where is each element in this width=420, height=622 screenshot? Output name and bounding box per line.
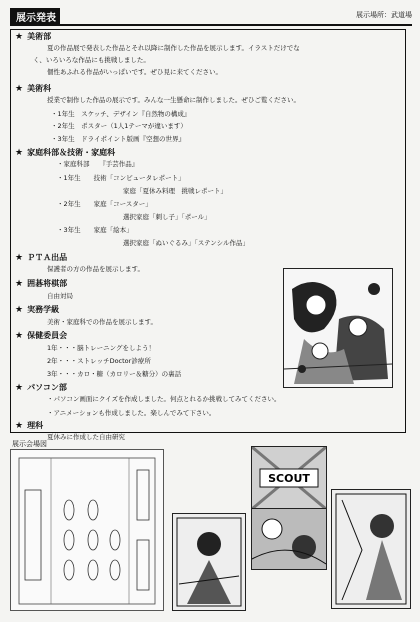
page-header <box>10 8 412 26</box>
illustration-scout <box>251 446 327 510</box>
star-icon: ★ <box>15 84 24 94</box>
venue-label: 展示場所：武道場 <box>356 11 412 19</box>
home-ec-line-5: 選択家庭「刺し子」「ポール」 <box>123 213 211 221</box>
art-class-line-2: ・1年生 スケッチ、デザイン『自然物の構成』 <box>51 110 191 118</box>
art-club-line-1: 夏の作品展で発表した作品とそれ以降に制作した作品を展示します。イラストだけでな <box>47 44 300 52</box>
health-line-2: 2年・・・ストレッチDoctor診療所 <box>47 357 151 365</box>
star-icon: ★ <box>15 383 24 393</box>
home-ec-line-2: ・1年生 技術「コンピュータレポート」 <box>57 174 185 182</box>
pc-club-line-1: ・パソコン画面にクイズを作成しました。何点とれるか挑戦してみてください。 <box>47 395 281 403</box>
home-ec-line-1: ・家庭科部 『手芸作品』 <box>57 160 139 168</box>
illustration-characters <box>283 268 393 388</box>
star-icon: ★ <box>15 253 24 263</box>
star-icon: ★ <box>15 279 24 289</box>
section-home-ec: ★ 家庭科部＆技術・家庭科 <box>15 148 116 158</box>
pta-line-1: 保護者の方の作品を展示します。 <box>47 265 144 273</box>
pc-club-line-2: ・アニメーションも作成しました。楽しんでみて下さい。 <box>47 409 216 417</box>
star-icon: ★ <box>15 331 24 341</box>
section-science: ★ 理科 <box>15 421 44 431</box>
home-ec-line-4: ・2年生 家庭「コースター」 <box>57 200 152 208</box>
art-class-line-1: 授業で制作した作品の展示です。みんな一生懸命に制作しました。ぜひご覧ください。 <box>47 96 300 104</box>
page-title: 展示発表 <box>10 8 60 26</box>
exhibit-list <box>10 29 406 441</box>
section-art-class: ★ 美術科 <box>15 84 52 94</box>
map-title: 展示会場図 <box>12 440 47 448</box>
practical-line-1: 美術・家庭科での作品を展示します。 <box>47 318 157 326</box>
health-line-3: 3年・・・カロ・糖（カロリー＆糖分）の裏話 <box>47 370 182 378</box>
science-line-1: 夏休みに作成した自由研究 <box>47 433 125 441</box>
star-icon: ★ <box>15 32 24 42</box>
health-line-1: 1年・・・脳トレーニングをしよう！ <box>47 344 156 352</box>
section-go-shogi: ★ 囲碁将棋部 <box>15 279 68 289</box>
section-pc-club: ★ パソコン部 <box>15 383 67 393</box>
art-club-line-3: 個性あふれる作品がいっぱいです。ぜひ見に来てください。 <box>47 68 222 76</box>
section-art-club: ★ 美術部 <box>15 32 52 42</box>
star-icon: ★ <box>15 421 24 431</box>
go-shogi-line-1: 自由対局 <box>47 292 73 300</box>
section-practical: ★ 実務学級 <box>15 305 60 315</box>
venue-map <box>10 449 164 611</box>
section-pta: ★ ＰＴＡ出品 <box>15 253 68 263</box>
home-ec-line-6: ・3年生 家庭「絵本」 <box>57 226 133 234</box>
art-class-line-3: ・2年生 ポスター（1人1テーマが違います） <box>51 122 187 130</box>
art-club-line-2: く、いろいろな作品にも挑戦しました。 <box>33 56 150 64</box>
section-health: ★ 保健委員会 <box>15 331 68 341</box>
star-icon: ★ <box>15 148 24 158</box>
illustration-pattern <box>251 508 327 570</box>
art-class-line-4: ・3年生 ドライポイント版画『空想の世界』 <box>51 135 185 143</box>
illustration-print-right <box>331 489 411 609</box>
illustration-print-left <box>172 513 246 611</box>
star-icon: ★ <box>15 305 24 315</box>
home-ec-line-3: 家庭「夏休み料理 挑戦レポート」 <box>123 187 227 195</box>
scout-text: SCOUT <box>268 472 310 485</box>
home-ec-line-7: 選択家庭「ぬいぐるみ」「ステンシル作品」 <box>123 239 249 247</box>
